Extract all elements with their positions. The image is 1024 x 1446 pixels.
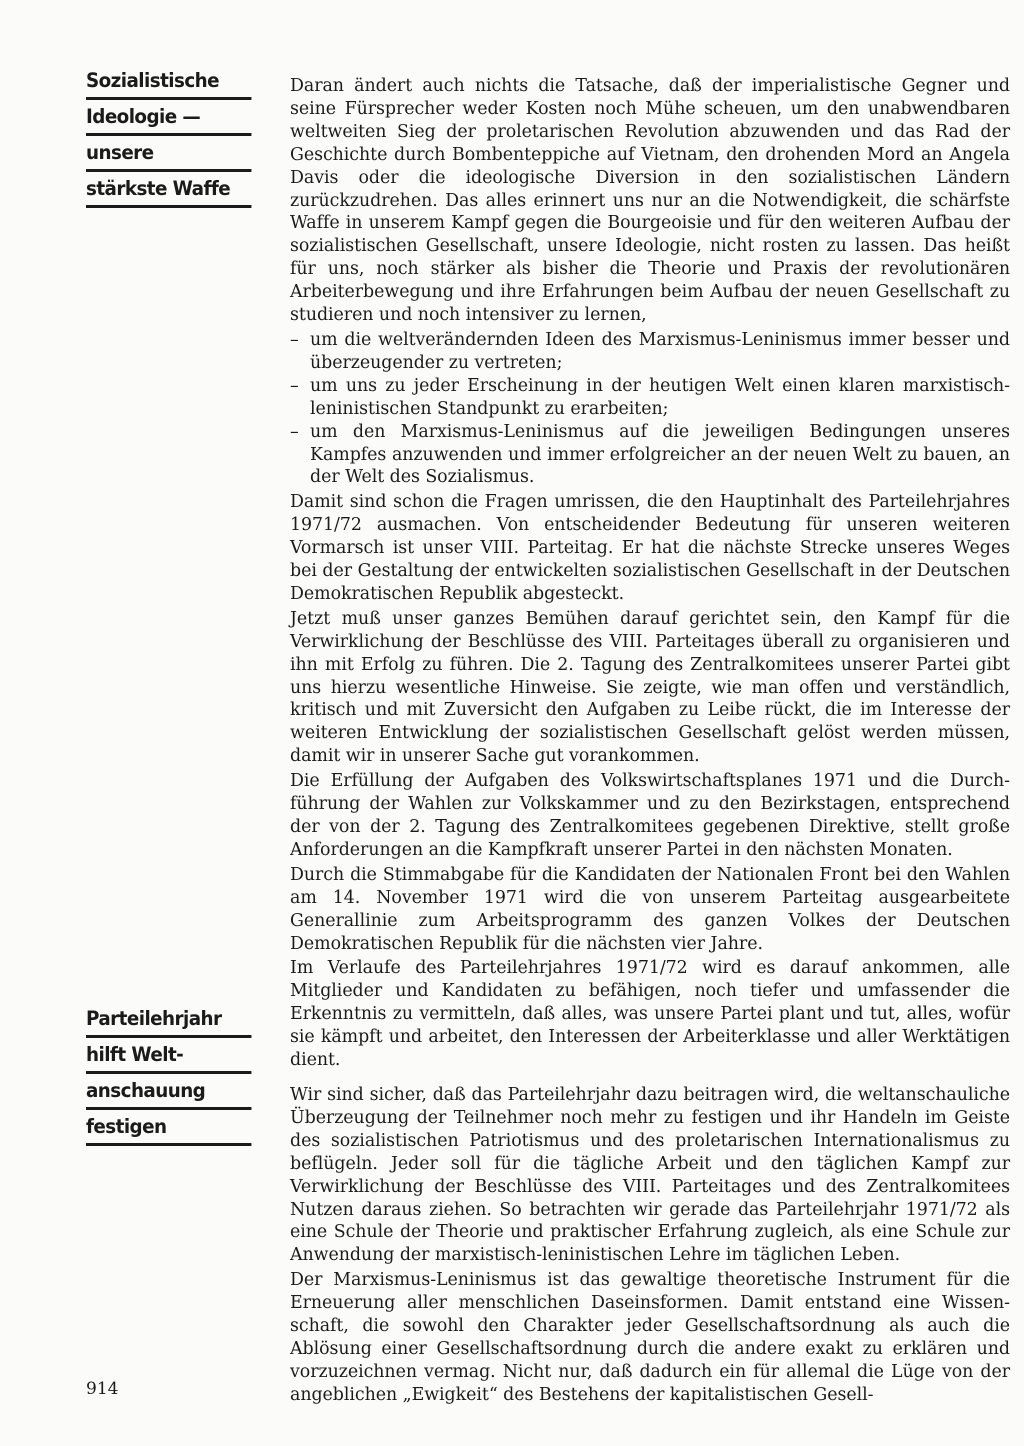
sidebar-heading-line: stärkste Waffe	[86, 172, 251, 208]
sidebar-heading-parteilehrjahr	[86, 1002, 251, 1146]
sidebar-heading-line: festigen	[86, 1110, 251, 1146]
sidebar-heading-ideologie	[86, 64, 251, 208]
paragraph: Damit sind schon die Fragen umrissen, die den Hauptinhalt des Parteilehrjahres 1971/72 ausmachen. Von entscheidender Bedeutung für unseren weiteren Vormarsch ist unser VIII. Parteitag. Er hat die nächste Strecke unseres Weges bei der Gestaltung der entwickelten sozialistischen Gesellschaft in der Deutschen Demokratischen Republik abgesteckt.	[290, 492, 1010, 604]
sidebar-heading-line: Sozialistische	[86, 64, 251, 100]
body-text	[290, 75, 1010, 1409]
list-item: – um uns zu jeder Erscheinung in der heutigen Welt einen klaren marxistisch-leninistischen Standpunkt zu erarbeiten;	[290, 375, 1010, 421]
paragraph: Im Verlaufe des Parteilehrjahres 1971/72 wird es darauf ankommen, alle Mitglieder und Kandidaten zu befähigen, noch tiefer und umfassender die Erkenntnis zu vermitteln, daß alles, was unsere Partei plant und tut, alles, wofür sie kämpft und arbeitet, den Interessen der Arbeiterklasse und aller Werktätigen dient.	[290, 958, 1010, 1071]
sidebar-heading-line: hilft Welt-	[86, 1038, 251, 1074]
paragraph: Jetzt muß unser ganzes Bemühen darauf gerichtet sein, den Kampf für die Verwirklichung der Beschlüsse des VIII. Parteitages überall zu organisieren und ihn mit Erfolg zu führen. Die 2. Tagung des Zentralkomitees unserer Partei gibt uns hierzu wesentliche Hinweise. Sie zeigte, wie man offen und verständlich, kritisch und mit Zuversicht den Aufgaben zu Leibe rückt, die im Interesse der weiteren Entwicklung der sozialistischen Gesellschaft gelöst werden müssen, damit wir in unserer Sache gut vorankommen.	[290, 608, 1010, 767]
paragraph: Der Marxismus-Leninismus ist das gewaltige theoretische Instrument für die Erneuerung aller menschlichen Daseinsformen. Damit entstand eine Wissenschaft, die sowohl den Charakter jeder Gesellschaftsordnung als auch die Ablösung einer Gesellschaftsordnung durch die andere exakt zu erklären und vorzuzeichnen vermag. Nicht nur, daß dadurch ein für allemal die Lüge von der angeblichen „Ewigkeit“ des Bestehens der kapitalistischen Gesell-	[290, 1270, 1010, 1405]
sidebar-heading-line: Ideologie —	[86, 100, 251, 136]
paragraph: Durch die Stimmabgabe für die Kandidaten der Nationalen Front bei den Wahlen am 14. November 1971 wird die von unserem Parteitag ausgearbeitete Generallinie zum Arbeitsprogramm des ganzen Volkes der Deutschen Demokratischen Republik für die nächsten vier Jahre.	[290, 864, 1010, 954]
page-number: 914	[86, 1379, 119, 1399]
paragraph: Die Erfüllung der Aufgaben des Volkswirtschaftsplanes 1971 und die Durchführung der Wahlen zur Volkskammer und zu den Bezirkstagen, entsprechend der von der 2. Tagung des Zentralkomitees gegebenen Direktive, stellt große Anforderungen an die Kampfkraft unserer Partei in den nächsten Monaten.	[290, 771, 1010, 860]
list-item: – um die weltverändernden Ideen des Marxismus-Leninismus immer besser und überzeugender zu vertreten;	[290, 329, 1010, 375]
paragraph: Wir sind sicher, daß das Parteilehrjahr dazu beitragen wird, die weltanschauliche Überzeugung der Teilnehmer noch mehr zu festigen und ihr Handeln im Geiste des sozialistischen Patriotismus und des proletarischen Internationalismus zu beflügeln. Jeder soll für die tägliche Arbeit und den täglichen Kampf zur Verwirklichung der Beschlüsse des VIII. Parteitages und des Zentralkomitees Nutzen daraus ziehen. So betrachten wir gerade das Parteilehrjahr 1971/72 als eine Schule der Theorie und praktischer Erfahrung zugleich, als eine Schule zur Anwendung der marxistisch-leninistischen Lehre im täglichen Leben.	[290, 1084, 1010, 1266]
sidebar-heading-line: Parteilehrjahr	[86, 1002, 251, 1038]
sidebar-heading-line: anschauung	[86, 1074, 251, 1110]
paragraph: Daran ändert auch nichts die Tatsache, daß der imperialistische Gegner und seine Fürsprecher weder Kosten noch Mühe scheuen, um den unabwendbaren weltweiten Sieg der proletarischen Revolution abzuwenden und das Rad der Geschichte durch Bombenteppiche auf Vietnam, den drohenden Mord an Angela Davis oder die ideologische Diversion in den sozialistischen Ländern zurückzudrehen. Das alles erinnert uns nur an die Notwendigkeit, die schärfste Waffe in unserem Kampf gegen die Bourgeoisie und für den weiteren Aufbau der sozialistischen Gesellschaft, unsere Ideologie, nicht rosten zu lassen. Das heißt für uns, noch stärker als bisher die Theorie und Praxis der revolutionären Arbeiterbewegung und ihre Erfahrungen beim Aufbau der neuen Gesellschaft zu studieren und noch intensiver zu lernen,	[290, 76, 1010, 326]
sidebar-heading-line: unsere	[86, 136, 251, 172]
list-item: – um den Marxismus-Leninismus auf die jeweiligen Bedingungen unseres Kampfes anzuwenden und immer erfolgreicher an der neuen Welt zu bauen, an der Welt des Sozialismus.	[290, 421, 1010, 490]
section-gap	[290, 1074, 1010, 1084]
bullet-list	[290, 329, 1010, 489]
